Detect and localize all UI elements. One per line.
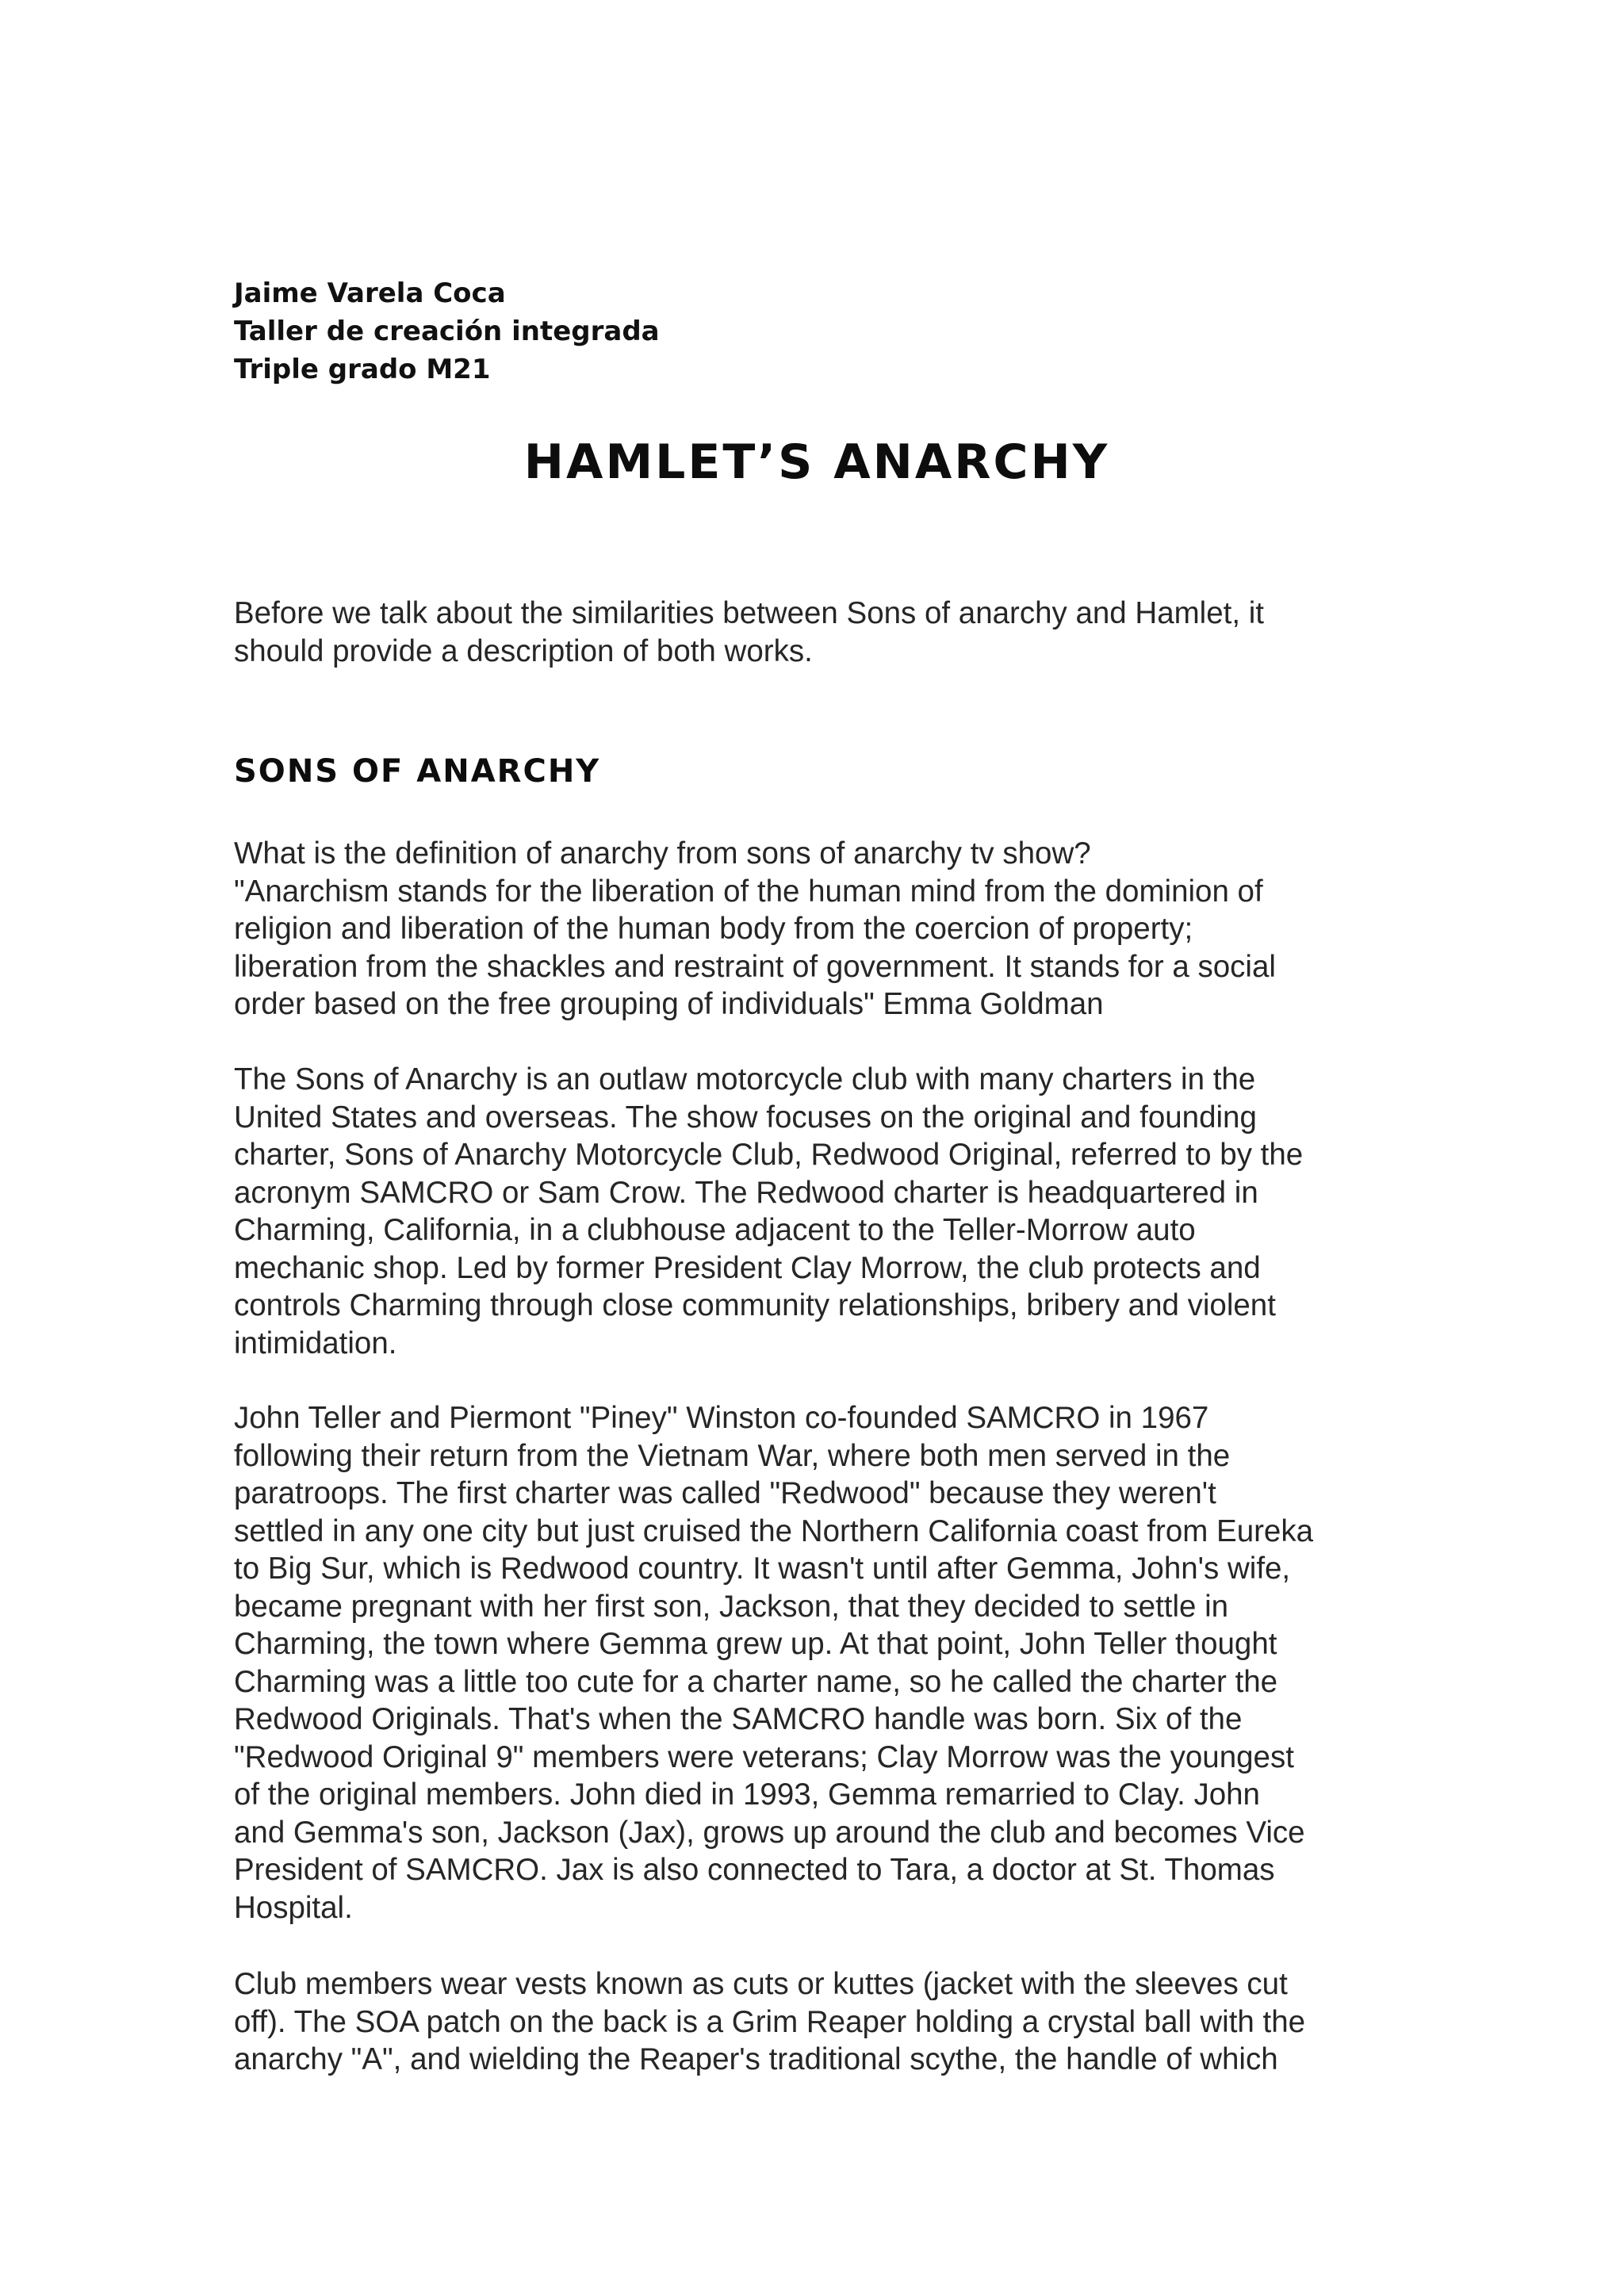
author-header [234,274,660,388]
text-line: Redwood Originals. That's when the SAMCRO handle was born. Six of the [234,1702,1243,1736]
text-line: following their return from the Vietnam War, where both men served in the [234,1438,1231,1473]
text-line: intimidation. [234,1326,397,1360]
text-line: liberation from the shackles and restraint of government. It stands for a social [234,949,1276,984]
text-line: religion and liberation of the human body from the coercion of property; [234,912,1193,946]
document-title: HAMLET’S ANARCHY [523,434,1110,490]
text-line: John Teller and Piermont "Piney" Winston co-founded SAMCRO in 1967 [234,1401,1209,1435]
group-name: Triple grado M21 [234,354,491,385]
course-name: Taller de creación integrada [234,316,660,347]
text-line: off). The SOA patch on the back is a Grim Reaper holding a crystal ball with the [234,2004,1306,2039]
text-line: Before we talk about the similarities between Sons of anarchy and Hamlet, it [234,596,1264,630]
text-line: President of SAMCRO. Jax is also connected to Tara, a doctor at St. Thomas [234,1853,1275,1887]
text-line: and Gemma's son, Jackson (Jax), grows up around the club and becomes Vice [234,1815,1305,1850]
text-line: Charming, California, in a clubhouse adjacent to the Teller-Morrow auto [234,1213,1196,1247]
text-line: acronym SAMCRO or Sam Crow. The Redwood charter is headquartered in [234,1175,1258,1210]
text-line: United States and overseas. The show focuses on the original and founding [234,1100,1257,1135]
text-line: anarchy "A", and wielding the Reaper's traditional scythe, the handle of which [234,2042,1278,2076]
text-line: Charming, the town where Gemma grew up. At that point, John Teller thought [234,1627,1277,1661]
text-line: "Redwood Original 9" members were veterans; Clay Morrow was the youngest [234,1739,1294,1774]
text-line: of the original members. John died in 1993, Gemma remarried to Clay. John [234,1777,1260,1812]
text-line: Hospital. [234,1890,353,1925]
author-name: Jaime Varela Coca [234,277,506,309]
definition-paragraph [234,835,1400,1024]
text-line: settled in any one city but just cruised the Northern California coast from Eureka [234,1513,1313,1548]
text-line: controls Charming through close community relationships, bribery and violent [234,1288,1276,1322]
text-line: charter, Sons of Anarchy Motorcycle Club, Redwood Original, referred to by the [234,1138,1304,1172]
text-line: "Anarchism stands for the liberation of the human mind from the dominion of [234,874,1263,909]
text-line: What is the definition of anarchy from sons of anarchy tv show? [234,836,1091,871]
text-line: Club members wear vests known as cuts or kuttes (jacket with the sleeves cut [234,1967,1288,2001]
text-line: order based on the free grouping of individuals" Emma Goldman [234,987,1104,1021]
club-description-paragraph [234,1061,1400,1362]
text-line: paratroops. The first charter was called "Redwood" because they weren't [234,1476,1216,1510]
text-line: Charming was a little too cute for a charter name, so he called the charter the [234,1664,1278,1699]
text-line: should provide a description of both works. [234,633,813,668]
text-line: mechanic shop. Led by former President Clay Morrow, the club protects and [234,1250,1261,1285]
history-paragraph [234,1399,1400,1927]
text-line: The Sons of Anarchy is an outlaw motorcycle club with many charters in the [234,1062,1256,1096]
intro-paragraph [234,595,1400,670]
text-line: to Big Sur, which is Redwood country. It wasn't until after Gemma, John's wife, [234,1552,1291,1586]
patch-paragraph [234,1965,1400,2079]
text-line: became pregnant with her first son, Jackson, that they decided to settle in [234,1589,1229,1624]
section-heading: SONS OF ANARCHY [234,753,601,790]
